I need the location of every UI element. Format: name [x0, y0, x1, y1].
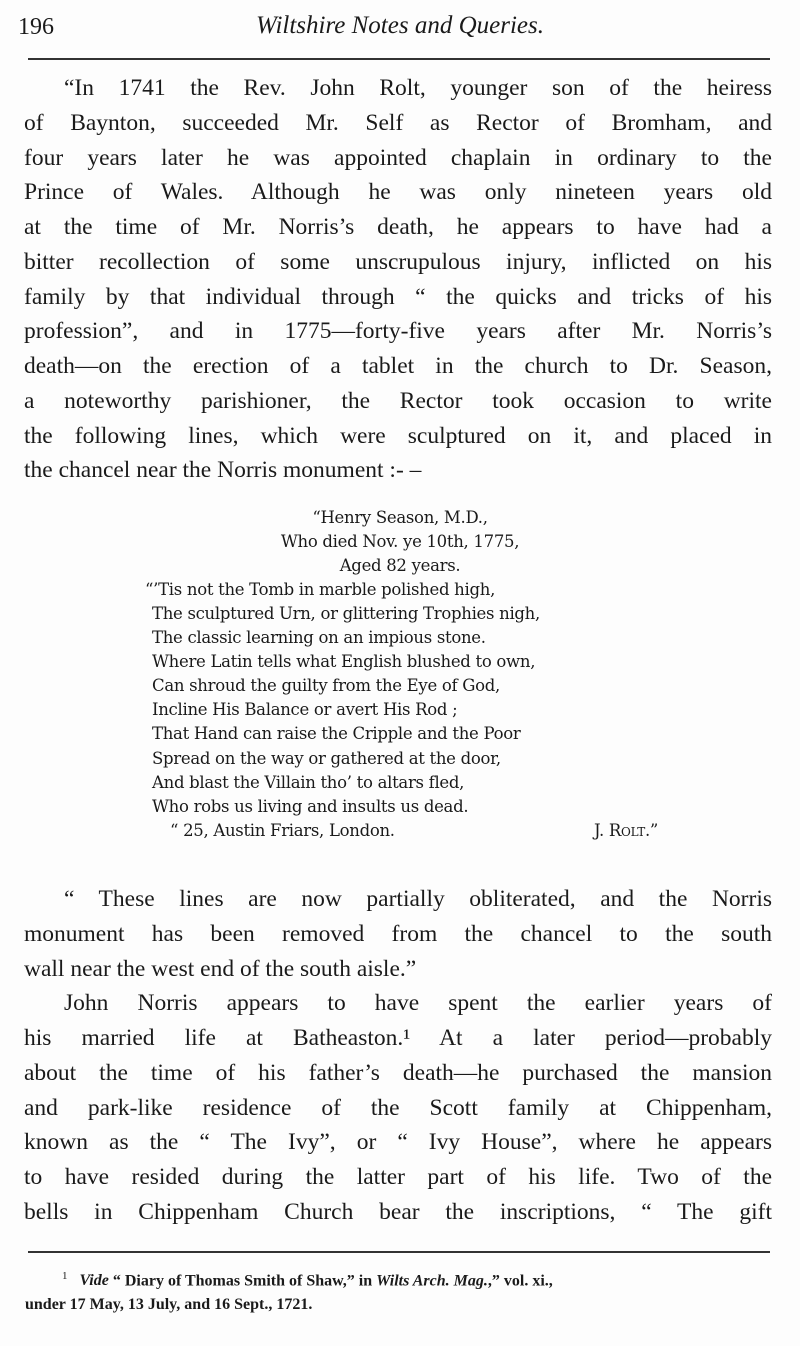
- text-line: of Baynton, succeeded Mr. Self as Rector of Bromham, and: [24, 110, 772, 136]
- verse-line: That Hand can raise the Cripple and the Poor: [152, 724, 521, 743]
- text-line: family by that individual through “ the quicks and tricks of his: [24, 284, 772, 310]
- text-line: his married life at Batheaston.¹ At a later period—probably: [24, 1025, 772, 1051]
- text-line: at the time of Mr. Norris’s death, he appears to have had a: [24, 214, 772, 240]
- epitaph-address: “ 25, Austin Friars, London.: [170, 821, 395, 840]
- text-line: profession”, and in 1775—forty-five years after Mr. Norris’s: [24, 318, 772, 344]
- verse-line: Incline His Balance or avert His Rod ;: [152, 700, 458, 719]
- verse-line: Where Latin tells what English blushed to own,: [152, 652, 536, 671]
- text-line: bells in Chippenham Church bear the inscriptions, “ The gift: [24, 1199, 772, 1225]
- text-line: about the time of his father’s death—he purchased the mansion: [24, 1060, 772, 1086]
- page-number: 196: [18, 14, 54, 40]
- verse-line: And blast the Villain tho’ to altars fled,: [152, 773, 465, 792]
- epitaph-heading: Who died Nov. ye 10th, 1775,: [280, 532, 520, 551]
- text-line: monument has been removed from the chancel to the south: [24, 921, 772, 947]
- text-line: known as the “ The Ivy”, or “ Ivy House”, where he appears: [24, 1129, 772, 1155]
- verse-line: Who robs us living and insults us dead.: [152, 797, 469, 816]
- text-line: “ These lines are now partially obliterated, and the Norris: [64, 886, 772, 912]
- text-line: death—on the erection of a tablet in the church to Dr. Season,: [24, 353, 772, 379]
- text-line: to have resided during the latter part of his life. Two of the: [24, 1164, 772, 1190]
- epitaph-heading: Aged 82 years.: [339, 556, 461, 575]
- text-line: the chancel near the Norris monument :- –: [24, 457, 422, 483]
- verse-line: Can shroud the guilty from the Eye of God,: [152, 676, 500, 695]
- footnote-vide: Vide: [79, 1272, 109, 1290]
- text-line: bitter recollection of some unscrupulous injury, inflicted on his: [24, 249, 772, 275]
- verse-line: The sculptured Urn, or glittering Trophies nigh,: [152, 604, 540, 623]
- footnote-marker: 1: [62, 1270, 68, 1282]
- text-line: Prince of Wales. Although he was only nineteen years old: [24, 179, 772, 205]
- verse-line: The classic learning on an impious stone.: [152, 628, 486, 647]
- text-line: and park-like residence of the Scott family at Chippenham,: [24, 1095, 772, 1121]
- text-line: “In 1741 the Rev. John Rolt, younger son of the heiress: [64, 75, 772, 101]
- footnote-journal: Wilts Arch. Mag.: [376, 1272, 488, 1290]
- text-line: the following lines, which were sculptured on it, and placed in: [24, 423, 772, 449]
- epitaph-heading: “Henry Season, M.D.,: [312, 508, 488, 527]
- verse-line: Spread on the way or gathered at the door,: [152, 749, 501, 768]
- running-title: Wiltshire Notes and Queries.: [256, 12, 544, 39]
- footnote-text: ,” vol. xi.,: [487, 1272, 553, 1290]
- text-line: a noteworthy parishioner, the Rector took occasion to write: [24, 388, 772, 414]
- footnote-rule: [28, 1251, 770, 1253]
- text-line: wall near the west end of the south aisle.”: [24, 956, 417, 982]
- text-line: John Norris appears to have spent the earlier years of: [64, 990, 772, 1016]
- header-rule: [28, 58, 770, 60]
- epitaph-signature: J. Rolt.”: [594, 821, 659, 840]
- footnote-line: under 17 May, 13 July, and 16 Sept., 1721.: [25, 1296, 313, 1313]
- verse-line: “’Tis not the Tomb in marble polished high,: [145, 580, 496, 599]
- text-line: four years later he was appointed chaplain in ordinary to the: [24, 145, 772, 171]
- footnote-text: “ Diary of Thomas Smith of Shaw,” in: [112, 1272, 373, 1290]
